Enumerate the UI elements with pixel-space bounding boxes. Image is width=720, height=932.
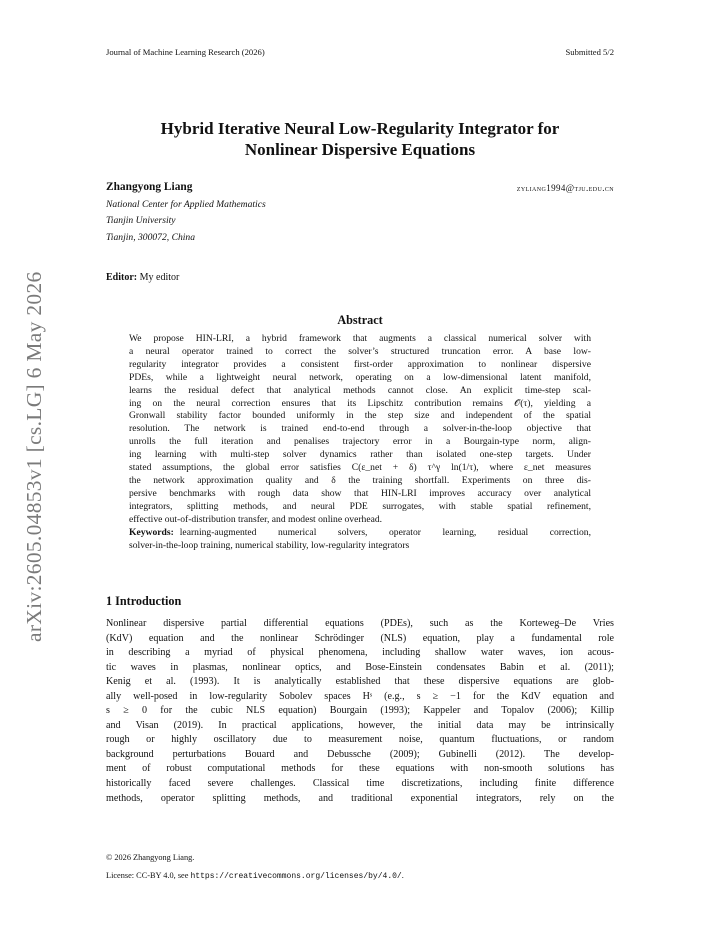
- abstract-line: a neural operator trained to correct the solver’s structured truncation error. A base low-: [129, 345, 591, 357]
- copyright-notice: © 2026 Zhangyong Liang.: [106, 853, 195, 862]
- introduction-body: [106, 617, 614, 806]
- body-line: s ≥ 0 for the cubic NLS equation) Bourgain (1993); Kappeler and Topalov (2006); Killip: [106, 705, 614, 717]
- keywords-label: Keywords:: [129, 526, 174, 538]
- body-line: ment of robust computational methods for these equations with non-smooth solutions has: [106, 763, 614, 775]
- abstract-line: persive benchmarks with rough data show that HIN-LRI improves accuracy over analytical: [129, 487, 591, 499]
- body-line: ally well-posed in low-regularity Sobolev spaces Hˢ (e.g., s ≥ −1 for the KdV equation and: [106, 690, 614, 702]
- body-line: (KdV) equation and the nonlinear Schrödinger (NLS) equation, play a fundamental role: [106, 632, 614, 644]
- keywords-text: learning-augmented numerical solvers, operator learning, residual correction,: [179, 526, 591, 538]
- license-suffix: .: [401, 871, 404, 880]
- body-line: methods, operator splitting methods, and traditional exponential integrators, rely on the: [106, 792, 614, 804]
- body-line: and Visan (2019). In practical applications, however, the initial data may be intrinsically: [106, 719, 614, 731]
- license-notice: [106, 871, 404, 881]
- abstract-line: stated assumptions, the global error satisfies C(ε_net + δ) τ^γ ln(1/τ), where ε_net measures: [129, 462, 591, 474]
- keywords-line: solver-in-the-loop training, numerical stability, low-regularity integrators: [129, 539, 410, 551]
- abstract-line: ing on the neural correction ensures that its Lipschitz contribution remains 𝒪(τ), yielding a: [129, 397, 591, 409]
- abstract-line: integrators, splitting methods, and neural PDE surrogates, with stable spatial refinement,: [129, 500, 591, 512]
- affiliation-line: Tianjin University: [106, 215, 176, 226]
- license-prefix: License: CC-BY 4.0, see: [106, 871, 189, 880]
- paper-title: [106, 118, 614, 160]
- body-line: historically faced severe challenges. Classical time discretizations, including finite difference: [106, 778, 614, 790]
- body-line: Nonlinear dispersive partial differential equations (PDEs), such as the Korteweg–De Vries: [106, 618, 614, 629]
- arxiv-identifier-stamp: arXiv:2605.04853v1 [cs.LG] 6 May 2026: [22, 271, 46, 642]
- affiliation-line: Tianjin, 300072, China: [106, 232, 196, 243]
- body-line: Kenig et al. (1993). It is analytically established that these dispersive equations are glob-: [106, 676, 614, 688]
- editor-value: My editor: [139, 272, 180, 283]
- abstract-line: unrolls the full iteration and penalises trajectory error in a Bourgain-type norm, align-: [129, 436, 591, 448]
- section-heading-introduction: 1 Introduction: [106, 594, 182, 608]
- body-line: tic waves in plasmas, nonlinear optics, and Bose-Einstein condensates Babin et al. (2011);: [106, 661, 614, 673]
- body-line: in describing a myriad of physical phenomena, including shallow water waves, ion acous-: [106, 647, 614, 659]
- title-line: Nonlinear Dispersive Equations: [244, 140, 476, 159]
- editor-line: [106, 272, 179, 283]
- abstract-heading: Abstract: [337, 313, 383, 327]
- author-name: Zhangyong Liang: [106, 181, 193, 193]
- body-line: rough or highly oscillatory due to measurement noise, quantum fluctuations, or random: [106, 734, 614, 746]
- journal-header: Journal of Machine Learning Research (2026): [106, 47, 265, 57]
- abstract-line: PDEs, while a lightweight neural network, operating on a low-dimensional latent manifold,: [129, 371, 591, 383]
- abstract-line: Gronwall stability factor bounded uniformly in the step size and independent of the spatial: [129, 410, 591, 422]
- body-line: background perturbations Bouard and Debussche (2009); Gubinelli (2012). The develop-: [106, 748, 614, 760]
- abstract-body: [129, 333, 591, 552]
- abstract-line: regularity integrator provides a consistent first-order approximation to nonlinear dispersive: [129, 358, 591, 370]
- affiliation-line: National Center for Applied Mathematics: [106, 199, 266, 210]
- title-line: Hybrid Iterative Neural Low-Regularity Integrator for: [160, 119, 560, 138]
- abstract-line: ing learning with multi-step solver dynamics rather than isolated one-step targets. Under: [129, 449, 591, 461]
- abstract-line: the network approximation quality and δ the training shortfall. Experiments on three dis-: [129, 474, 591, 486]
- author-email[interactable]: zyliang1994@tju.edu.cn: [516, 183, 614, 193]
- abstract-line: resolution. The network is trained end-to-end through a solver-in-the-loop objective that: [129, 423, 591, 435]
- abstract-line: effective out-of-distribution transfer, and modest online overhead.: [129, 513, 383, 525]
- license-link[interactable]: https://creativecommons.org/licenses/by/4.0/: [190, 872, 402, 881]
- abstract-line: learns the residual defect that analytical methods cannot close. An explicit time-step scal-: [129, 384, 591, 396]
- keywords-line: [129, 527, 591, 540]
- abstract-line: We propose HIN-LRI, a hybrid framework that augments a classical numerical solver with: [129, 333, 591, 344]
- submitted-date: Submitted 5/2: [565, 47, 614, 57]
- editor-label: Editor:: [106, 272, 138, 283]
